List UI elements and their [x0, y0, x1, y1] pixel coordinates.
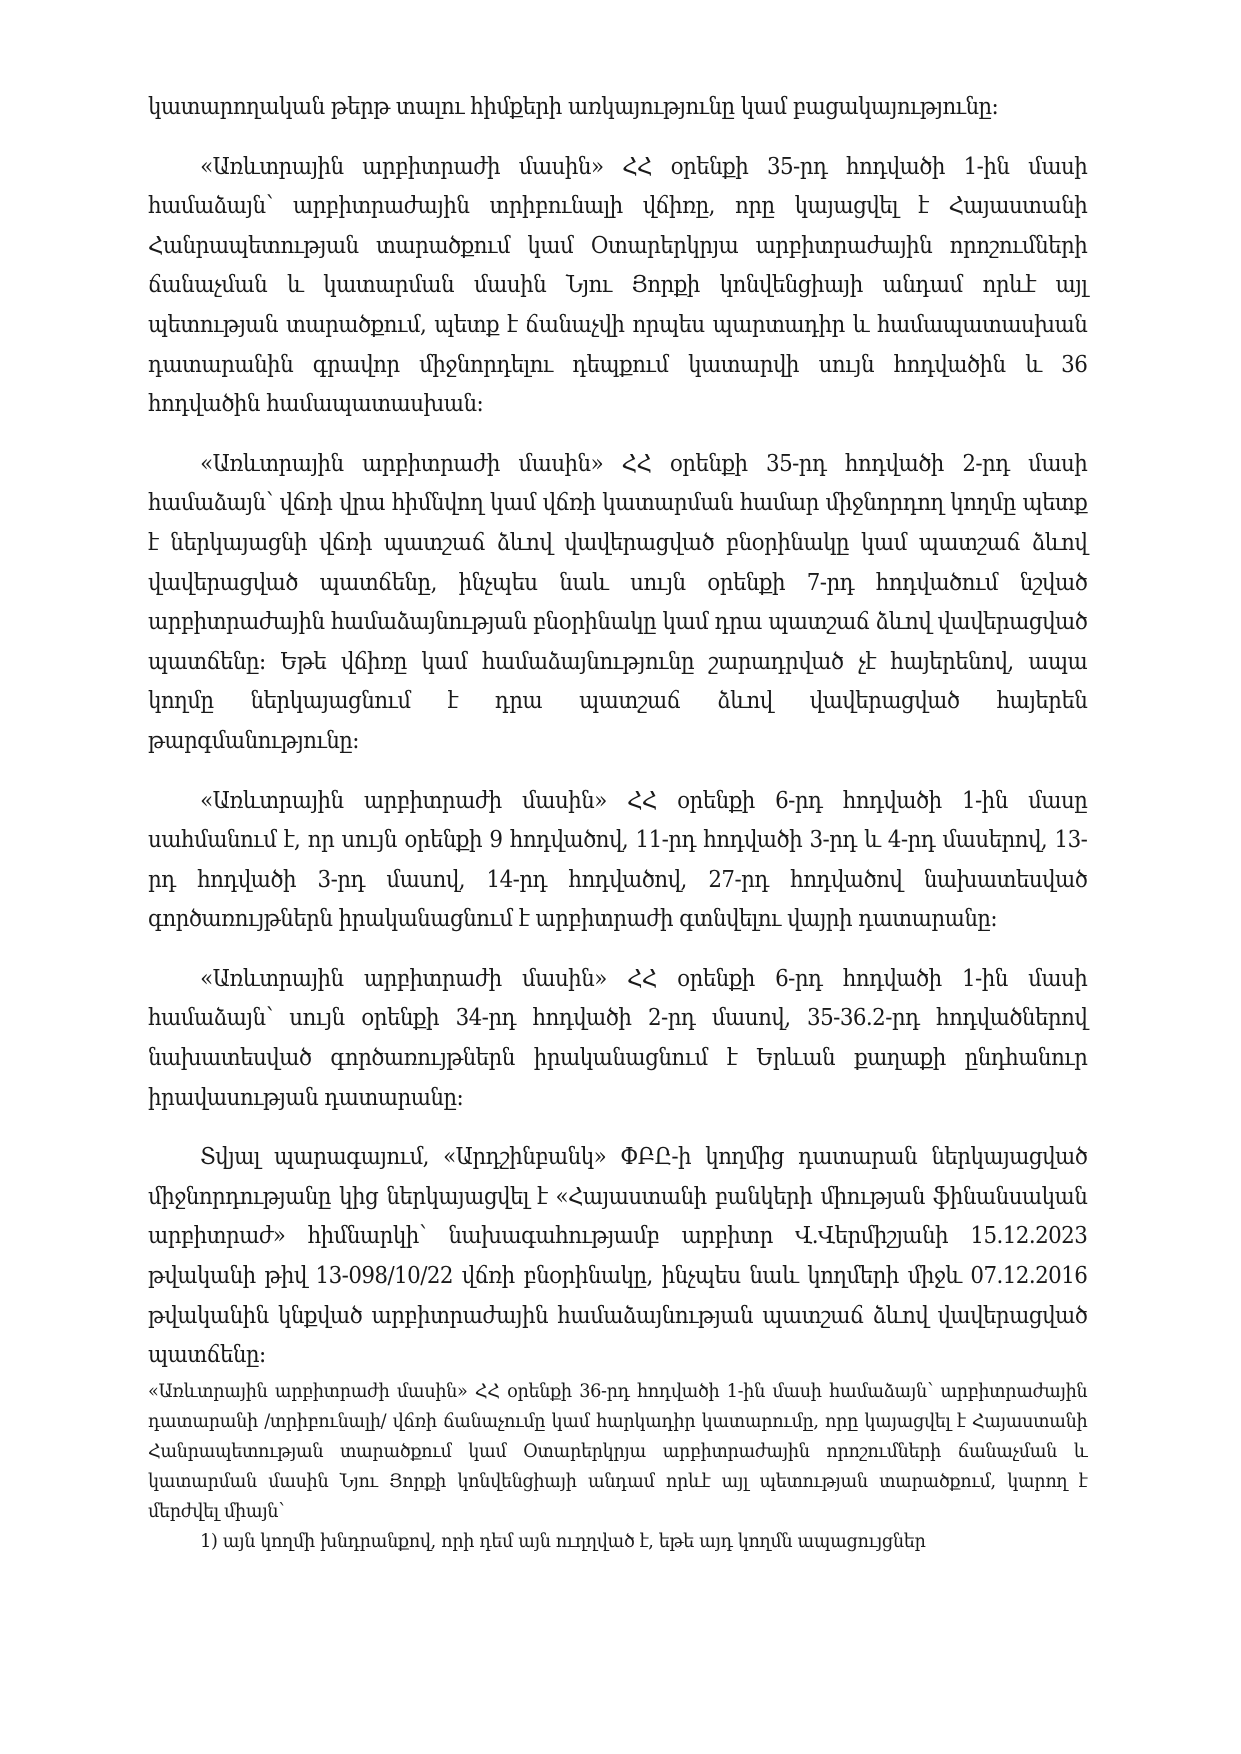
paragraph-article-36-part-1: «Առևտրային արբիտրաժի մասին» ՀՀ օրենքի 36-րդ հոդվածի 1-ին մասի համաձայն՝ արբիտրաժային դատարանի /տրիբունալի/ վճռի ճանաչումը կամ հարկադիր կատարումը, որը կայացվել է Հայաստանի Հանրապետության տարածքում կամ Օտարերկրյա արբիտրաժային որոշումների ճանաչման և կատարման մասին Նյու Յորքի կոնվենցիայի անդամ որևէ այլ պետության տարածքում, կարող է մերժվել միայն՝: [148, 1379, 1088, 1522]
paragraph-continuation: կատարողական թերթ տալու հիմքերի առկայությունը կամ բացակայությունը:: [148, 94, 999, 120]
list-item-1: 1) այն կողմի խնդրանքով, որի դեմ այն ուղղված է, եթե այդ կողմն ապացույցներ: [200, 1529, 926, 1552]
paragraph-article-35-part-2: «Առևտրային արբիտրաժի մասին» ՀՀ օրենքի 35-րդ հոդվածի 2-րդ մասի համաձայն՝ վճռի վրա հիմնվող կամ վճռի կատարման համար միջնորդող կողմը պետք է ներկայացնի վճռի պատշաճ ձևով վավերացված բնօրինակը կամ պատշաճ ձևով վավերացված պատճենը, ինչպես նաև սույն օրենքի 7-րդ հոդվածում նշված արբիտրաժային համաձայնության բնօրինակը կամ դրա պատշաճ ձևով վավերացված պատճենը: Եթե վճիռը կամ համաձայնությունը շարադրված չէ հայերենով, ապա կողմը ներկայացնում է դրա պատշաճ ձևով վավերացված հայերեն թարգմանությունը:: [148, 450, 1088, 754]
paragraph-article-35-part-1: «Առևտրային արբիտրաժի մասին» ՀՀ օրենքի 35-րդ հոդվածի 1-ին մասի համաձայն՝ արբիտրաժային տրիբունալի վճիռը, որը կայացվել է Հայաստանի Հանրապետության տարածքում կամ Օտարերկրյա արբիտրաժային որոշումների ճանաչման և կատարման մասին Նյու Յորքի կոնվենցիայի անդամ որևէ այլ պետության տարածքում, պետք է ճանաչվի որպես պարտադիր և համապատասխան դատարանին գրավոր միջնորդելու դեպքում կատարվի սույն հոդվածին և 36 հոդվածին համապատասխան:: [148, 153, 1088, 418]
paragraph-article-6-part-1-a: «Առևտրային արբիտրաժի մասին» ՀՀ օրենքի 6-րդ հոդվածի 1-ին մասը սահմանում է, որ սույն օրենքի 9 հոդվածով, 11-րդ հոդվածի 3-րդ և 4-րդ մասերով, 13-րդ հոդվածի 3-րդ մասով, 14-րդ հոդվածով, 27-րդ հոդվածով նախատեսված գործառույթներն իրականացնում է արբիտրաժի գտնվելու վայրի դատարանը:: [148, 787, 1088, 933]
paragraph-article-6-part-1-b: «Առևտրային արբիտրաժի մասին» ՀՀ օրենքի 6-րդ հոդվածի 1-ին մասի համաձայն՝ սույն օրենքի 34-րդ հոդվածի 2-րդ մասով, 35-36.2-րդ հոդվածներով նախատեսված գործառույթներն իրականացնում է Երևան քաղաքի ընդհանուր իրավասության դատարանը:: [148, 965, 1088, 1111]
document-page: [148, 88, 1088, 1556]
paragraph-case-facts: Տվյալ պարագայում, «Արդշինբանկ» ՓԲԸ-ի կողմից դատարան ներկայացված միջնորդությանը կից ներկայացվել է «Հայաստանի բանկերի միության ֆինանսական արբիտրաժ» հիմնարկի՝ նախագահությամբ արբիտր Վ.Վերմիշյանի 15.12.2023 թվականի թիվ 13-098/10/22 վճռի բնօրինակը, ինչպես նաև կողմերի միջև 07.12.2016 թվականին կնքված արբիտրաժային համաձայնության պատշաճ ձևով վավերացված պատճենը:: [148, 1144, 1088, 1369]
